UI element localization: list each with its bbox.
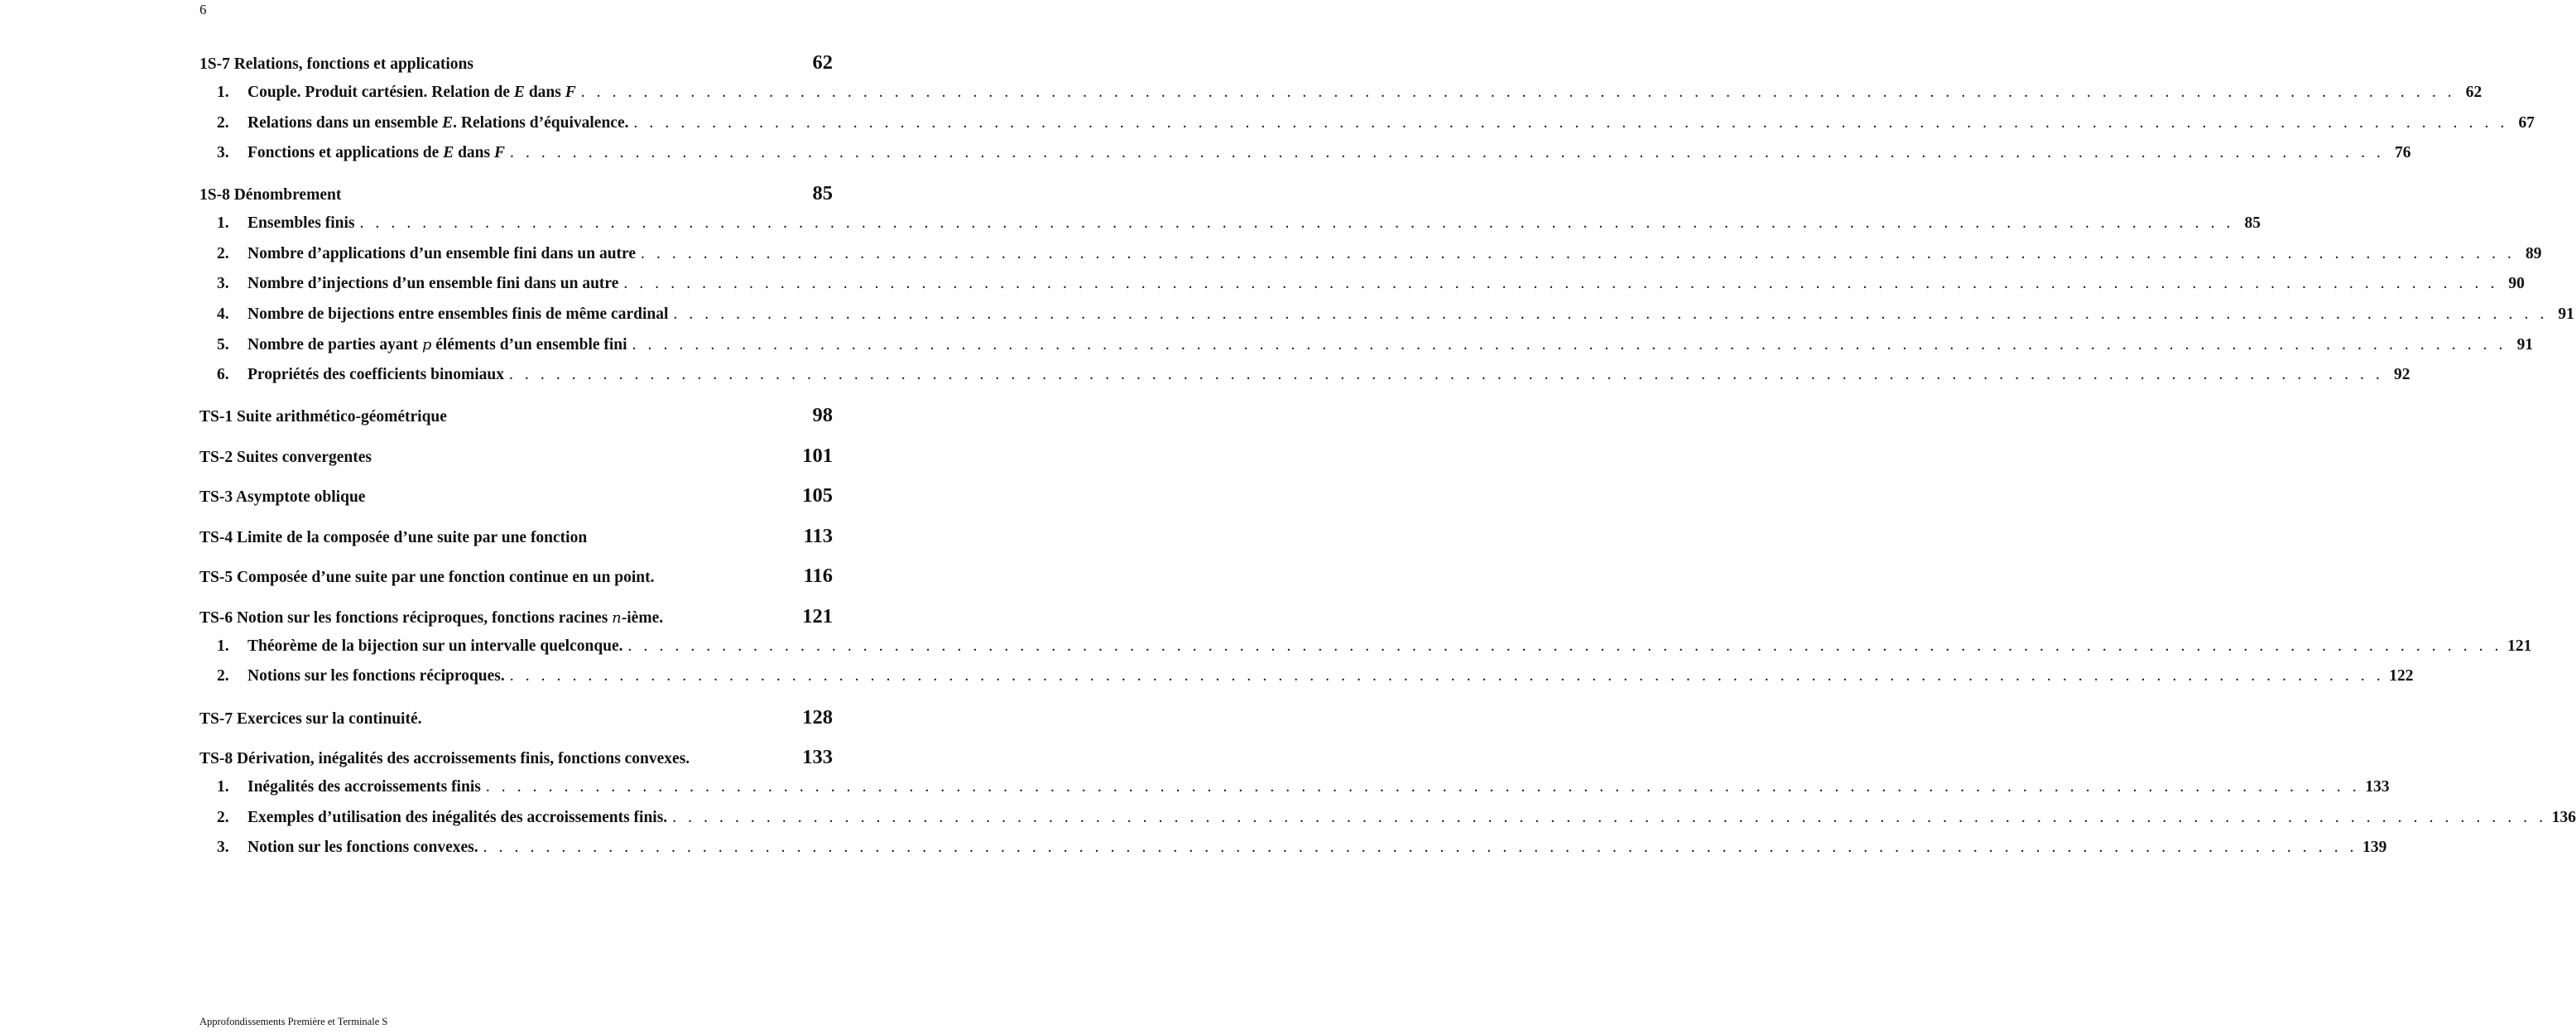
dot-leader: . . . . . . . . . . . . . . . . . . . . . . . . . . . . . . . . . . . . . . . . . . . . . . . . . . . . . . . . . . . . . . . . . . . . . . . . . . . . . . . . . . . . . . . . . . . . . . . . . . . . . . . . . . . . . . . . . . . . . . . .	[632, 335, 2507, 353]
chapter-title: 1S-7 Relations, fonctions et applications	[199, 55, 473, 73]
section-number: 1.	[217, 778, 229, 796]
chapter-title: TS-1 Suite arithmético-géométrique	[199, 408, 447, 426]
section-number: 2.	[217, 808, 229, 826]
section-page-number: 139	[2362, 839, 2387, 857]
section-number: 6.	[217, 366, 229, 384]
section-page-number: 91	[2516, 335, 2534, 353]
section-title	[248, 360, 504, 391]
section-title	[248, 300, 668, 330]
title-text: Nombre de bijections entre ensembles finis de même cardinal	[248, 305, 669, 324]
section-title	[248, 772, 481, 803]
toc-chapter[interactable]	[199, 179, 833, 209]
toc-section[interactable]	[199, 632, 2532, 662]
title-text: dans	[524, 84, 565, 101]
title-text: Exemples d’utilisation des inégalités des accroissements finis.	[248, 808, 668, 826]
dot-leader: . . . . . . . . . . . . . . . . . . . . . . . . . . . . . . . . . . . . . . . . . . . . . . . . . . . . . . . . . . . . . . . . . . . . . . . . . . . . . . . . . . . . . . . . . . . . . . . . . . . . . . . . . . . . . . . . . . . . . . . .	[509, 667, 2385, 685]
section-page-number: 92	[2394, 366, 2410, 384]
toc-section[interactable]	[199, 360, 2410, 391]
toc-section[interactable]	[199, 300, 2574, 330]
dot-leader: . . . . . . . . . . . . . . . . . . . . . . . . . . . . . . . . . . . . . . . . . . . . . . . . . . . . . . . . . . . . . . . . . . . . . . . . . . . . . . . . . . . . . . . . . . . . . . . . . . . . . . . . . . . . . . . . . . . . . . . .	[673, 305, 2548, 324]
toc-section[interactable]	[199, 661, 2414, 692]
dot-leader: . . . . . . . . . . . . . . . . . . . . . . . . . . . . . . . . . . . . . . . . . . . . . . . . . . . . . . . . . . . . . . . . . . . . . . . . . . . . . . . . . . . . . . . . . . . . . . . . . . . . . . . . . . . . . . . . . . . . . . . .	[483, 839, 2358, 857]
section-page-number: 121	[2507, 637, 2532, 655]
dot-leader: . . . . . . . . . . . . . . . . . . . . . . . . . . . . . . . . . . . . . . . . . . . . . . . . . . . . . . . . . . . . . . . . . . . . . . . . . . . . . . . . . . . . . . . . . . . . . . . . . . . . . . . . . . . . . . . . . . . . . . . .	[641, 244, 2516, 262]
toc-section[interactable]	[199, 209, 2261, 239]
section-page-number: 90	[2508, 275, 2525, 293]
chapter-title	[199, 604, 663, 633]
chapter-title: TS-4 Limite de la composée d’une suite par une fonction	[199, 528, 588, 546]
section-number: 3.	[217, 275, 229, 293]
toc-section[interactable]	[199, 269, 2525, 300]
section-number: 2.	[217, 667, 229, 685]
math-symbol: E	[513, 84, 525, 101]
title-text: Propriétés des coefficients binomiaux	[248, 366, 504, 384]
section-number: 2.	[217, 113, 229, 132]
section-title	[248, 803, 667, 834]
title-text: TS-6 Notion sur les fonctions réciproques, fonctions racines	[199, 608, 613, 627]
section-number: 1.	[217, 637, 229, 655]
dot-leader: . . . . . . . . . . . . . . . . . . . . . . . . . . . . . . . . . . . . . . . . . . . . . . . . . . . . . . . . . . . . . . . . . . . . . . . . . . . . . . . . . . . . . . . . . . . . . . . . . . . . . . . . . . . . . . . . . . . . . . . .	[623, 275, 2498, 293]
math-symbol: F	[565, 84, 576, 101]
section-title	[248, 209, 354, 239]
chapter-title: TS-7 Exercices sur la continuité.	[199, 709, 422, 728]
math-symbol: p	[421, 335, 432, 353]
table-of-contents	[199, 48, 2576, 863]
chapter-page-number: 98	[812, 404, 833, 427]
dot-leader: . . . . . . . . . . . . . . . . . . . . . . . . . . . . . . . . . . . . . . . . . . . . . . . . . . . . . . . . . . . . . . . . . . . . . . . . . . . . . . . . . . . . . . . . . . . . . . . . . . . . . . . . . . . . . . . . . . . . . . . .	[580, 84, 2456, 101]
page-footer: Approfondissements Première et Terminale S	[199, 1016, 388, 1027]
section-title	[248, 632, 623, 662]
section-number: 3.	[217, 839, 229, 857]
section-number: 1.	[217, 84, 229, 101]
toc-chapter[interactable]	[199, 401, 833, 430]
toc-section[interactable]	[199, 239, 2542, 270]
toc-chapter[interactable]	[199, 703, 833, 733]
page-number: 6	[199, 2, 207, 17]
math-symbol: F	[493, 144, 505, 162]
section-page-number: 136	[2551, 808, 2576, 826]
toc-section[interactable]	[199, 772, 2390, 803]
section-title	[248, 239, 636, 270]
chapter-page-number: 113	[803, 524, 833, 547]
dot-leader: . . . . . . . . . . . . . . . . . . . . . . . . . . . . . . . . . . . . . . . . . . . . . . . . . . . . . . . . . . . . . . . . . . . . . . . . . . . . . . . . . . . . . . . . . . . . . . . . . . . . . . . . . . . . . . . . . . . . . . . .	[510, 144, 2385, 162]
chapter-page-number: 133	[802, 746, 833, 769]
chapter-title: 1S-8 Dénombrement	[199, 186, 342, 204]
section-title	[248, 661, 505, 692]
math-symbol: E	[443, 144, 454, 162]
title-text: éléments d’un ensemble fini	[431, 335, 627, 353]
section-page-number: 122	[2389, 667, 2414, 685]
toc-chapter[interactable]	[199, 441, 833, 471]
title-text: Nombre de parties ayant	[248, 335, 422, 353]
toc-chapter[interactable]	[199, 602, 833, 632]
section-title	[248, 330, 627, 361]
section-number: 3.	[217, 144, 229, 162]
toc-chapter[interactable]	[199, 561, 833, 591]
title-text: Fonctions et applications de	[248, 144, 444, 162]
math-symbol: n	[612, 608, 622, 627]
title-text: dans	[454, 144, 494, 162]
title-text: Théorème de la bijection sur un intervalle quelconque.	[248, 637, 623, 655]
section-number: 1.	[217, 214, 229, 233]
chapter-page-number: 105	[802, 484, 833, 507]
chapter-title: TS-2 Suites convergentes	[199, 448, 372, 466]
title-text: Ensembles finis	[248, 214, 355, 233]
section-page-number: 133	[2365, 778, 2390, 796]
chapter-page-number: 85	[812, 182, 833, 205]
title-text: Relations dans un ensemble	[248, 113, 443, 132]
toc-section[interactable]	[199, 108, 2535, 139]
section-page-number: 89	[2526, 244, 2542, 262]
toc-chapter[interactable]	[199, 743, 833, 772]
section-page-number: 85	[2244, 214, 2261, 233]
chapter-page-number: 116	[803, 565, 833, 588]
title-text: Notions sur les fonctions réciproques.	[248, 667, 505, 685]
section-number: 5.	[217, 335, 229, 353]
section-page-number: 91	[2558, 305, 2574, 324]
section-number: 2.	[217, 244, 229, 262]
chapter-title: TS-8 Dérivation, inégalités des accroissements finis, fonctions convexes.	[199, 750, 690, 768]
toc-chapter[interactable]	[199, 481, 833, 511]
chapter-page-number: 101	[802, 444, 833, 467]
chapter-title: TS-3 Asymptote oblique	[199, 488, 366, 507]
title-text: -ième.	[621, 608, 664, 627]
section-title	[248, 833, 478, 863]
toc-chapter[interactable]	[199, 522, 833, 551]
title-text: . Relations d’équivalence.	[453, 113, 629, 132]
chapter-page-number: 128	[802, 705, 833, 729]
title-text: Inégalités des accroissements finis	[248, 778, 481, 796]
section-number: 4.	[217, 305, 229, 324]
toc-section[interactable]	[199, 330, 2534, 361]
section-page-number: 62	[2465, 84, 2482, 101]
title-text: Couple. Produit cartésien. Relation de	[248, 84, 514, 101]
section-title	[248, 269, 618, 300]
section-title	[248, 78, 576, 108]
dot-leader: . . . . . . . . . . . . . . . . . . . . . . . . . . . . . . . . . . . . . . . . . . . . . . . . . . . . . . . . . . . . . . . . . . . . . . . . . . . . . . . . . . . . . . . . . . . . . . . . . . . . . . . . . . . . . . . . . . . . . . . .	[359, 214, 2235, 233]
title-text: Nombre d’applications d’un ensemble fini dans un autre	[248, 244, 636, 262]
toc-section[interactable]	[199, 138, 2411, 169]
dot-leader: . . . . . . . . . . . . . . . . . . . . . . . . . . . . . . . . . . . . . . . . . . . . . . . . . . . . . . . . . . . . . . . . . . . . . . . . . . . . . . . . . . . . . . . . . . . . . . . . . . . . . . . . . . . . . . . . . . . . . . . .	[485, 778, 2361, 796]
toc-chapter[interactable]	[199, 48, 833, 78]
toc-section[interactable]	[199, 803, 2576, 834]
math-symbol: E	[442, 113, 454, 132]
title-text: Notion sur les fonctions convexes.	[248, 839, 478, 857]
dot-leader: . . . . . . . . . . . . . . . . . . . . . . . . . . . . . . . . . . . . . . . . . . . . . . . . . . . . . . . . . . . . . . . . . . . . . . . . . . . . . . . . . . . . . . . . . . . . . . . . . . . . . . . . . . . . . . . . . . . . . . . .	[627, 637, 2503, 655]
section-page-number: 67	[2518, 113, 2535, 132]
dot-leader: . . . . . . . . . . . . . . . . . . . . . . . . . . . . . . . . . . . . . . . . . . . . . . . . . . . . . . . . . . . . . . . . . . . . . . . . . . . . . . . . . . . . . . . . . . . . . . . . . . . . . . . . . . . . . . . . . . . . . . . .	[633, 113, 2509, 132]
chapter-page-number: 121	[802, 604, 833, 628]
section-title	[248, 138, 505, 169]
chapter-page-number: 62	[812, 51, 833, 74]
dot-leader: . . . . . . . . . . . . . . . . . . . . . . . . . . . . . . . . . . . . . . . . . . . . . . . . . . . . . . . . . . . . . . . . . . . . . . . . . . . . . . . . . . . . . . . . . . . . . . . . . . . . . . . . . . . . . . . . . . . . . . . .	[672, 808, 2547, 826]
toc-section[interactable]	[199, 78, 2482, 108]
section-page-number: 76	[2395, 144, 2411, 162]
toc-section[interactable]	[199, 833, 2387, 863]
section-title	[248, 108, 628, 139]
chapter-title: TS-5 Composée d’une suite par une fonction continue en un point.	[199, 569, 655, 587]
dot-leader: . . . . . . . . . . . . . . . . . . . . . . . . . . . . . . . . . . . . . . . . . . . . . . . . . . . . . . . . . . . . . . . . . . . . . . . . . . . . . . . . . . . . . . . . . . . . . . . . . . . . . . . . . . . . . . . . . . . . . . . .	[508, 366, 2384, 384]
title-text: Nombre d’injections d’un ensemble fini dans un autre	[248, 275, 619, 293]
